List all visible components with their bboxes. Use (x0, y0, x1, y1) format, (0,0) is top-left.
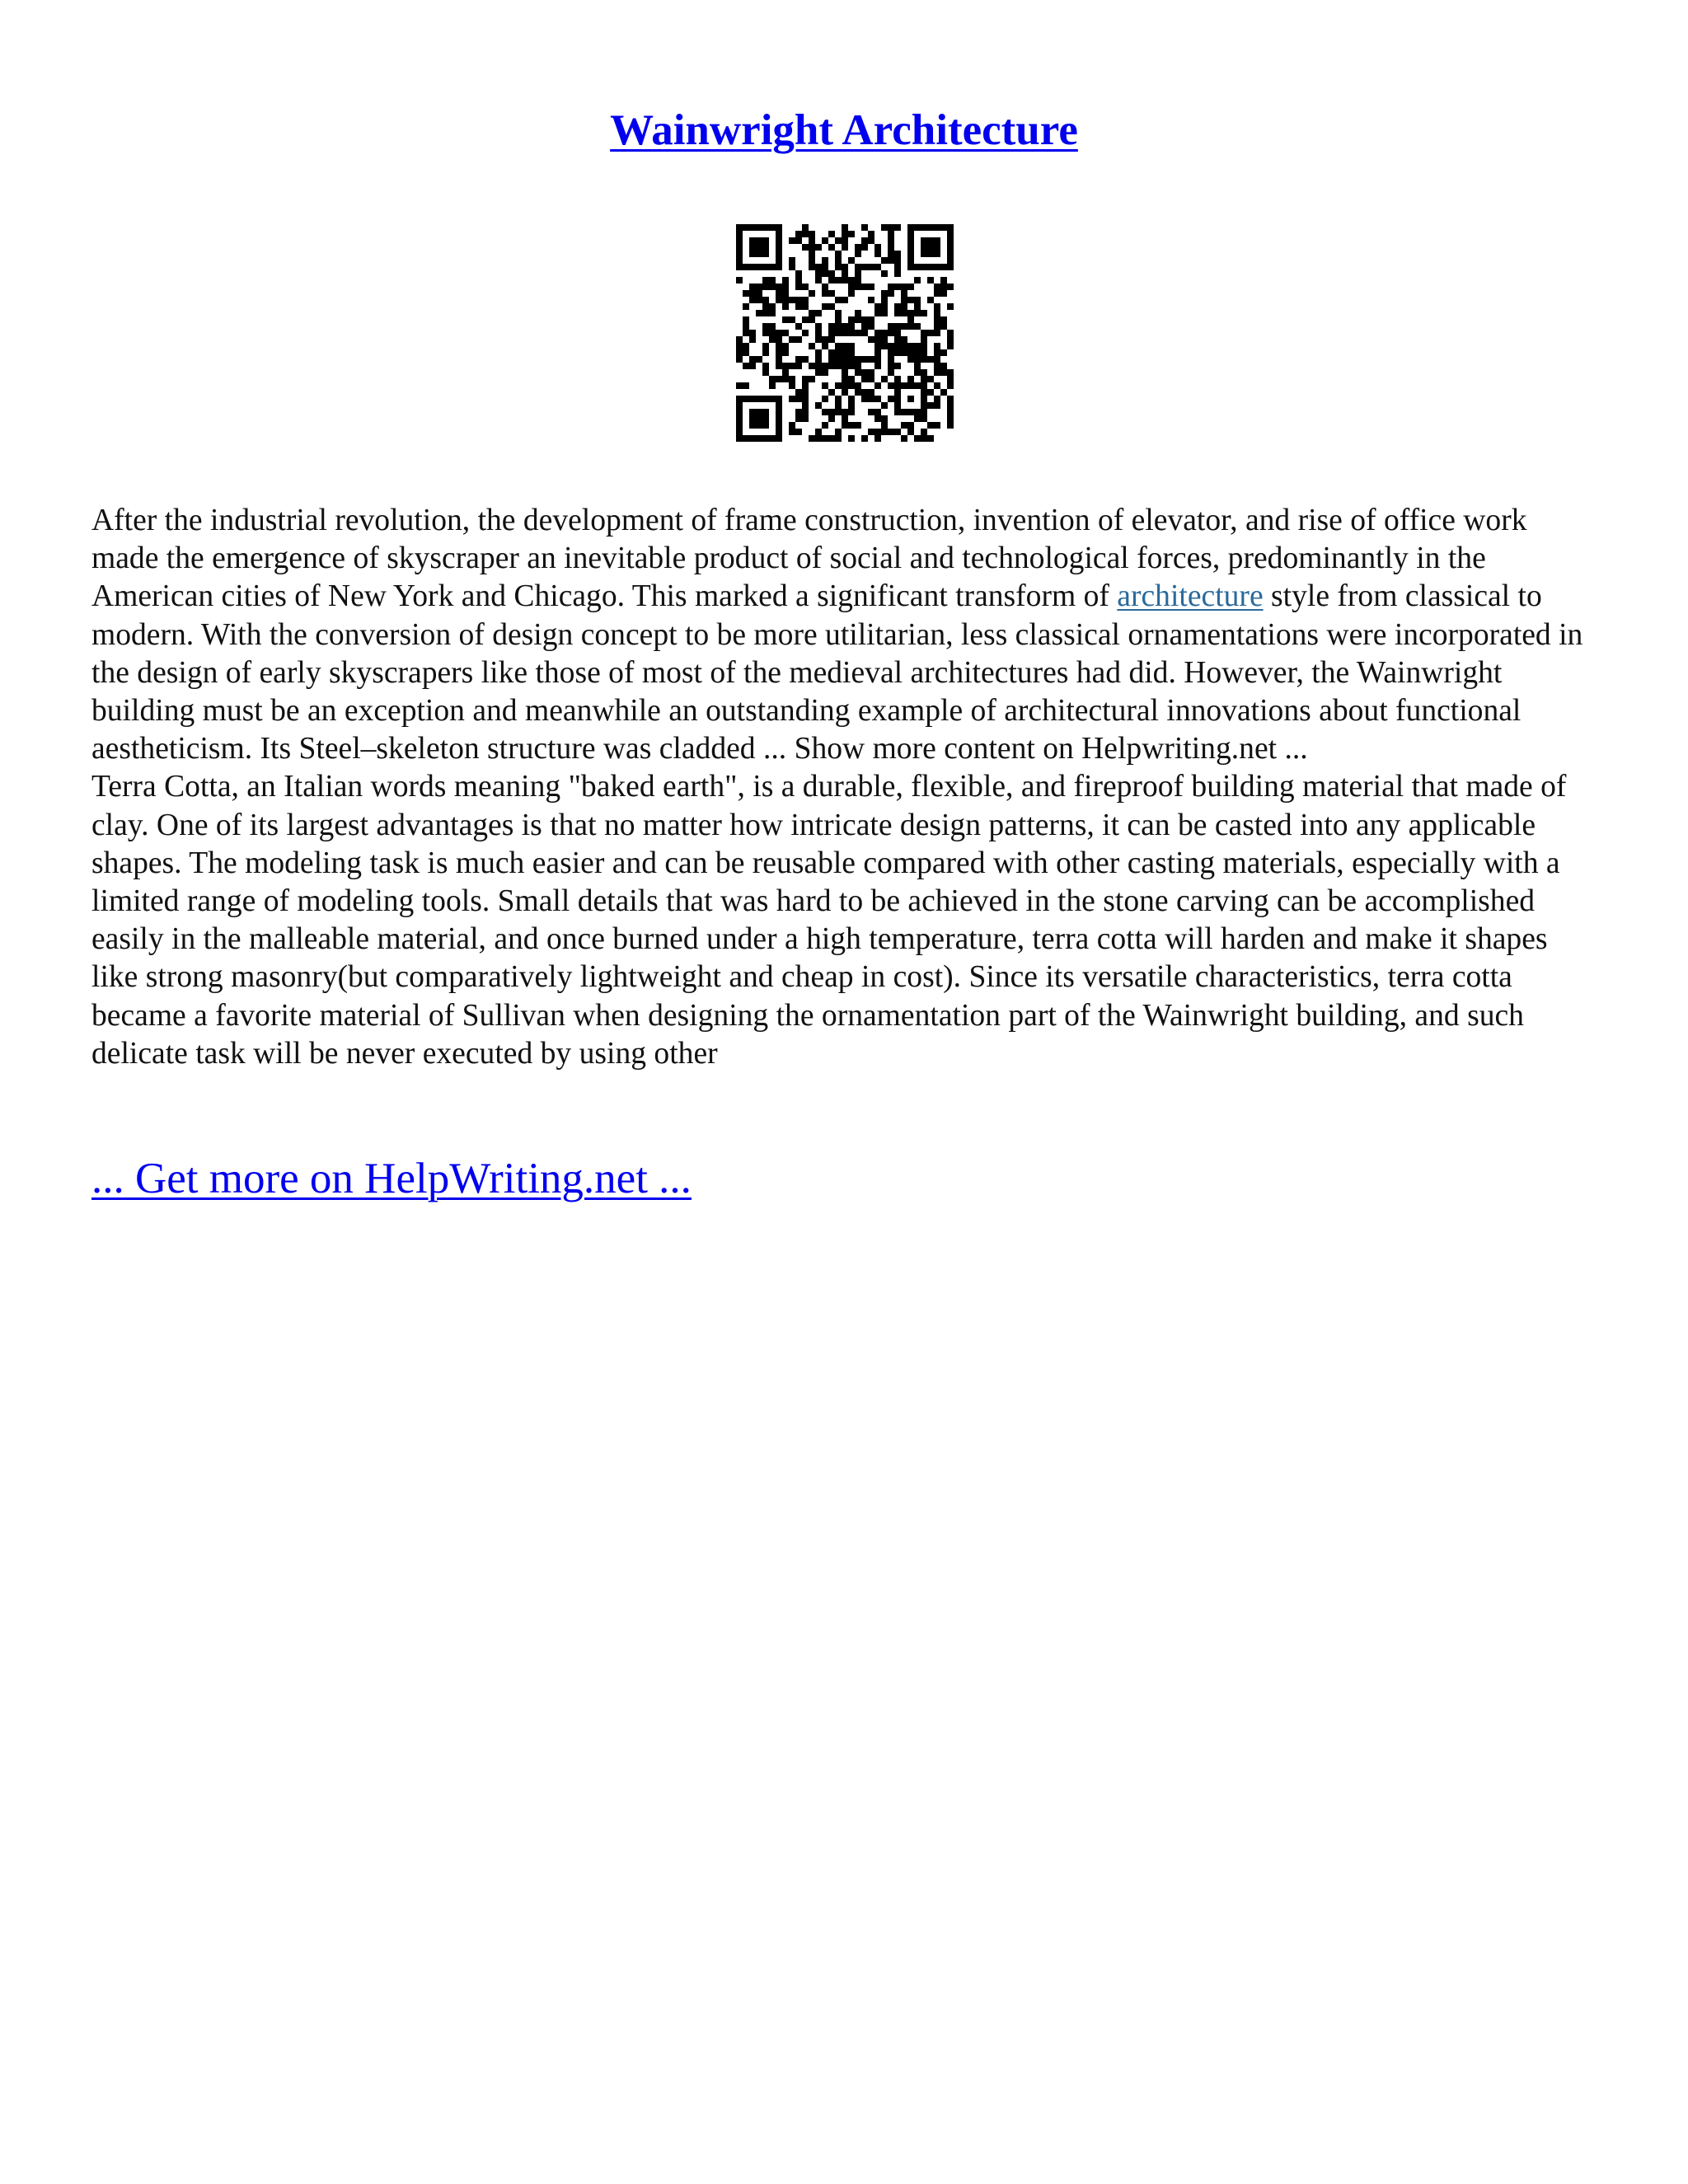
more-link-wrapper (91, 1154, 692, 1203)
architecture-link[interactable]: architecture (1117, 579, 1264, 614)
article-body (91, 502, 1600, 1073)
paragraph-1 (91, 502, 1600, 768)
title-wrapper (0, 105, 1688, 155)
get-more-link[interactable]: ... Get more on HelpWriting.net ... (91, 1155, 692, 1202)
qr-code-icon (736, 224, 954, 442)
paragraph-1-intro: After the industrial revolution, the development of frame construction, invention of elevator, and rise of office work made the emergence of skyscraper an inevitable product of social and technological forces, predominantly in the American cities of New York and Chicago. This marked a significant transform of (91, 504, 1527, 614)
paragraph-1-rest: style from classical to modern. With the conversion of design concept to be more utilitarian, less classical ornamentations were incorporated in the design of early skyscrapers like those of most of the medieval architectures had did. However, the Wainwright building must be an exception and meanwhile an outstanding example of architectural innovations about functional aestheticism. Its Steel–skeleton structure was cladded ... Show more content on Helpwriting.net ... (91, 579, 1583, 766)
paragraph-2: Terra Cotta, an Italian words meaning "baked earth", is a durable, flexible, and fireproof building material that made of clay. One of its largest advantages is that no matter how intricate design patterns, it can be casted into any applicable shapes. The modeling task is much easier and can be reusable compared with other casting materials, especially with a limited range of modeling tools. Small details that was hard to be achieved in the stone carving can be accomplished easily in the malleable material, and once burned under a high temperature, terra cotta will harden and make it shapes like strong masonry(but comparatively lightweight and cheap in cost). Since its versatile characteristics, terra cotta became a favorite material of Sullivan when designing the ornamentation part of the Wainwright building, and such delicate task will be never executed by using other (91, 770, 1567, 1071)
document-title-link[interactable]: Wainwright Architecture (610, 106, 1078, 154)
